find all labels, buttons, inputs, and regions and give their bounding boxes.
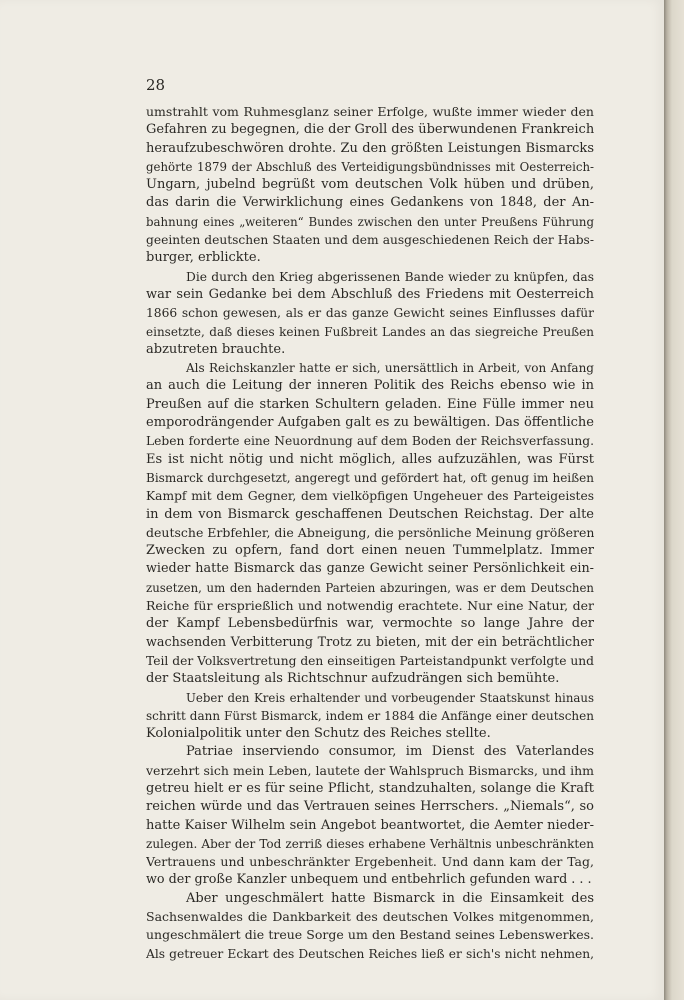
- text-line: wo der große Kanzler unbequem und entbehrlich gefunden ward . . .: [146, 872, 592, 888]
- text-line: Leben forderte eine Neuordnung auf dem Boden der Reichsverfassung.: [146, 434, 594, 449]
- text-line: 1866 schon gewesen, als er das ganze Gewicht seines Einflusses dafür: [146, 306, 594, 321]
- text-line: Patriae inserviendo consumor, im Dienst des Vaterlandes: [186, 744, 594, 760]
- text-line: Bismarck durchgesetzt, angeregt und gefördert hat, oft genug im heißen: [146, 470, 594, 485]
- text-line: zusetzen, um den hadernden Parteien abzuringen, was er dem Deutschen: [146, 580, 594, 595]
- text-line: hatte Kaiser Wilhelm sein Angebot beantwortet, die Aemter nieder-: [146, 817, 594, 833]
- text-line: verzehrt sich mein Leben, lautete der Wahlspruch Bismarcks, und ihm: [146, 762, 594, 778]
- text-line: reichen würde und das Vertrauen seines Herrschers. „Niemals“, so: [146, 799, 594, 815]
- text-line: Aber ungeschmälert hatte Bismarck in die Einsamkeit des: [186, 890, 594, 906]
- text-line: Es ist nicht nötig und nicht möglich, alles aufzuzählen, was Fürst: [146, 451, 594, 467]
- text-line: der Kampf Lebensbedürfnis war, vermochte so lange Jahre der: [146, 616, 594, 632]
- text-line: schritt dann Fürst Bismarck, indem er 1884 die Anfänge einer deutschen: [146, 708, 594, 723]
- text-line: Vertrauens und unbeschränkter Ergebenheit. Und dann kam der Tag,: [146, 854, 594, 870]
- text-line: wieder hatte Bismarck das ganze Gewicht seiner Persönlichkeit ein-: [146, 561, 594, 577]
- text-line: Preußen auf die starken Schultern geladen. Eine Fülle immer neu: [146, 396, 594, 412]
- text-line: heraufzubeschwören drohte. Zu den größten Leistungen Bismarcks: [146, 140, 594, 156]
- text-line: ungeschmälert die treue Sorge um den Bestand seines Lebenswerkes.: [146, 927, 594, 943]
- text-line: das darin die Verwirklichung eines Gedankens von 1848, der An-: [146, 195, 594, 211]
- text-line: geeinten deutschen Staaten und dem ausgeschiedenen Reich der Habs-: [146, 233, 594, 248]
- text-line: emporodrängender Aufgaben galt es zu bewältigen. Das öffentliche: [146, 415, 594, 431]
- text-line: Ueber den Kreis erhaltender und vorbeugender Staatskunst hinaus: [186, 690, 594, 705]
- text-line: an auch die Leitung der inneren Politik des Reichs ebenso wie in: [146, 378, 594, 394]
- text-line: Als Reichskanzler hatte er sich, unersättlich in Arbeit, von Anfang: [186, 361, 594, 376]
- text-line: abzutreten brauchte.: [146, 341, 286, 357]
- text-line: Sachsenwaldes die Dankbarkeit des deutschen Volkes mitgenommen,: [146, 909, 594, 925]
- text-line: war sein Gedanke bei dem Abschluß des Friedens mit Oesterreich: [146, 286, 594, 302]
- text-line: Reiche für ersprießlich und notwendig erachtete. Nur eine Natur, der: [146, 598, 594, 614]
- text-line: Teil der Volksvertretung den einseitigen Parteistandpunkt verfolgte und: [146, 653, 594, 668]
- body-text: [146, 103, 594, 963]
- text-line: getreu hielt er es für seine Pflicht, standzuhalten, solange die Kraft: [146, 780, 594, 796]
- text-line: bahnung eines „weiteren“ Bundes zwischen den unter Preußens Führung: [146, 214, 594, 229]
- text-line: deutsche Erbfehler, die Abneigung, die persönliche Meinung größeren: [146, 524, 594, 540]
- text-line: Zwecken zu opfern, fand dort einen neuen Tummelplatz. Immer: [146, 543, 594, 559]
- text-line: Gefahren zu begegnen, die der Groll des überwundenen Frankreich: [146, 122, 594, 138]
- text-line: wachsenden Verbitterung Trotz zu bieten, mit der ein beträchtlicher: [146, 634, 594, 650]
- text-line: Kampf mit dem Gegner, dem vielköpfigen Ungeheuer des Parteigeistes: [146, 489, 594, 504]
- text-line: Ungarn, jubelnd begrüßt vom deutschen Volk hüben und drüben,: [146, 177, 594, 193]
- text-line: einsetzte, daß dieses keinen Fußbreit Landes an das siegreiche Preußen: [146, 324, 594, 339]
- text-line: Als getreuer Eckart des Deutschen Reiches ließ er sich's nicht nehmen,: [146, 946, 594, 961]
- text-line: in dem von Bismarck geschaffenen Deutschen Reichstag. Der alte: [146, 506, 594, 522]
- text-line: umstrahlt vom Ruhmesglanz seiner Erfolge, wußte immer wieder den: [146, 104, 594, 119]
- text-line: der Staatsleitung als Richtschnur aufzudrängen sich bemühte.: [146, 671, 560, 687]
- page-number: 28: [146, 76, 166, 94]
- text-line: burger, erblickte.: [146, 250, 261, 266]
- text-line: gehörte 1879 der Abschluß des Verteidigungsbündnisses mit Oesterreich-: [146, 159, 594, 174]
- text-line: Die durch den Krieg abgerissenen Bande wieder zu knüpfen, das: [186, 269, 594, 284]
- text-line: Kolonialpolitik unter den Schutz des Reiches stellte.: [146, 726, 491, 742]
- page-gutter: [664, 0, 684, 1000]
- text-line: zulegen. Aber der Tod zerriß dieses erhabene Verhältnis unbeschränkten: [146, 836, 594, 851]
